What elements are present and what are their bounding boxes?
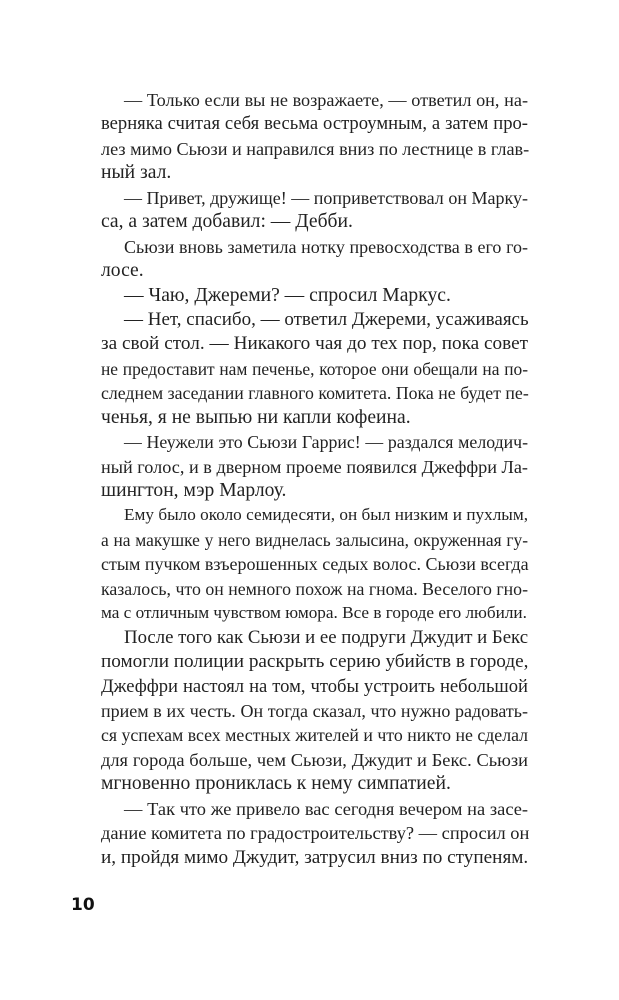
text-line: ный зал. xyxy=(101,162,172,184)
text-line: для города больше, чем Сьюзи, Джудит и Бекс. Сьюзи xyxy=(101,749,528,770)
text-line: ма с отличным чувством юмора. Все в городе его любили. xyxy=(101,603,527,623)
body-text xyxy=(101,88,528,870)
text-line: стым пучком взъерошенных седых волос. Сьюзи всегда xyxy=(101,554,529,575)
text-line: Джеффри настоял на том, чтобы устроить небольшой xyxy=(101,675,528,697)
text-line: шингтон, мэр Марлоу. xyxy=(101,480,287,501)
text-line: помогли полиции раскрыть серию убийств в городе, xyxy=(101,651,529,673)
text-line: лосе. xyxy=(101,260,144,282)
text-line: — Нет, спасибо, — ответил Джереми, усаживаясь xyxy=(124,308,529,330)
text-line: казалось, что он немного похож на гнома. Веселого гно- xyxy=(101,578,528,599)
page-number: 10 xyxy=(71,895,95,915)
text-line: Сьюзи вновь заметила нотку превосходства в его го- xyxy=(124,236,528,257)
text-line: ный голос, и в дверном проеме появился Джеффри Ла- xyxy=(101,456,528,477)
text-line: — Привет, дружище! — поприветствовал он Марку- xyxy=(124,187,528,208)
text-line: и, пройдя мимо Джудит, затрусил вниз по ступеням. xyxy=(101,846,529,868)
text-line: мгновенно прониклась к нему симпатией. xyxy=(101,773,451,795)
text-line: После того как Сьюзи и ее подруги Джудит и Бекс xyxy=(124,626,529,648)
text-line: — Так что же привело вас сегодня вечером на засе- xyxy=(124,798,528,819)
text-line: верняка считая себя весьма остроумным, а затем про- xyxy=(101,113,528,135)
text-line: следнем заседании главного комитета. Пока не будет пе- xyxy=(101,383,529,404)
text-line: дание комитета по градостроительству? — спросил он xyxy=(101,823,530,844)
text-line: — Чаю, Джереми? — спросил Маркус. xyxy=(124,284,451,306)
text-line: — Только если вы не возражаете, — ответил он, на- xyxy=(124,90,528,110)
text-line: — Неужели это Сьюзи Гаррис! — раздался мелодич- xyxy=(124,432,528,453)
text-line: ся успехам всех местных жителей и что никто не сделал xyxy=(101,725,528,746)
text-line: а на макушке у него виднелась залысина, окруженная гу- xyxy=(101,529,528,550)
text-line: са, а затем добавил: — Дебби. xyxy=(101,211,353,233)
text-line: ченья, я не выпью ни капли кофеина. xyxy=(101,406,411,428)
text-line: Ему было около семидесяти, он был низким и пухлым, xyxy=(124,505,528,525)
text-line: не предоставит нам печенье, которое они обещали на по- xyxy=(101,358,528,379)
text-line: за свой стол. — Никакого чая до тех пор, пока совет xyxy=(101,333,528,355)
text-line: прием в их честь. Он тогда сказал, что нужно радовать- xyxy=(101,700,528,721)
text-line: лез мимо Сьюзи и направился вниз по лестнице в глав- xyxy=(101,138,530,159)
